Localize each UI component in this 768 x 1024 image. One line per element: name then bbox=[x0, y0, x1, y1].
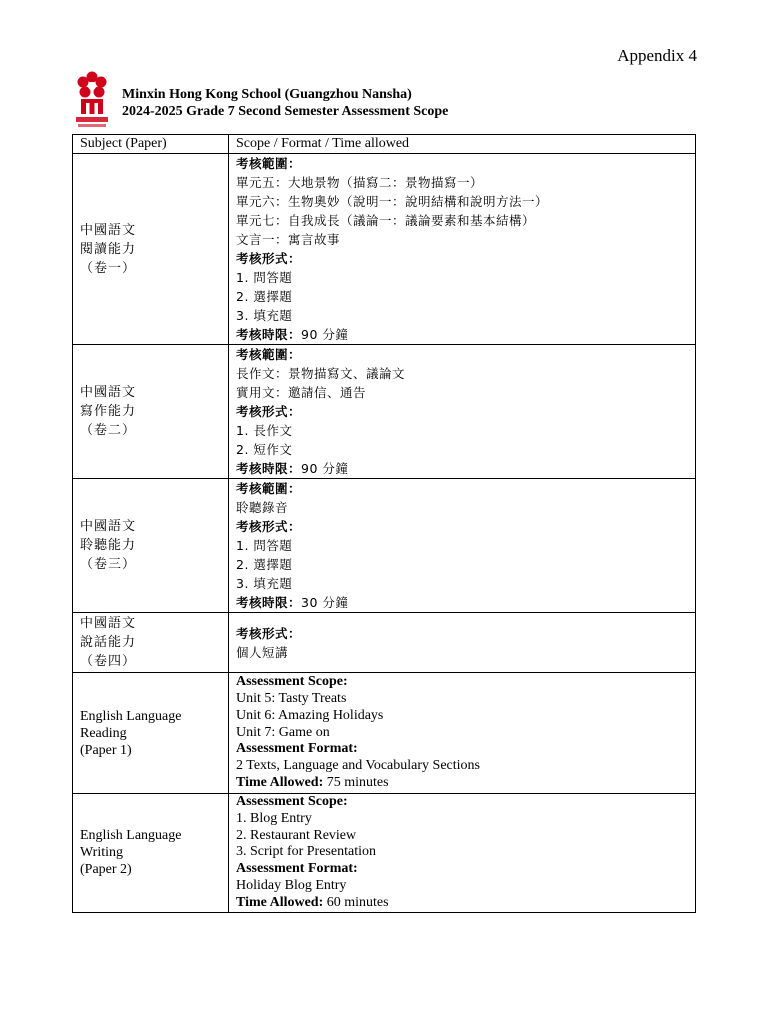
subject-line: （卷三） bbox=[80, 557, 137, 572]
subject-line: 中國語文 bbox=[80, 519, 137, 534]
subject-line: 中國語文 bbox=[80, 616, 137, 631]
table-row bbox=[73, 613, 696, 673]
time-line: 考核時限：30 分鐘 bbox=[236, 595, 349, 610]
subject-line: 中國語文 bbox=[80, 385, 137, 400]
table-row bbox=[73, 479, 696, 613]
scope-line: 1. 問答題 bbox=[236, 270, 293, 285]
scope-cell bbox=[229, 479, 696, 613]
scope-cell bbox=[229, 794, 696, 913]
scope-line: 3. 填充題 bbox=[236, 308, 293, 323]
subject-line: (Paper 1) bbox=[80, 742, 132, 758]
scope-line: 單元七：自我成長（議論一：議論要素和基本結構） bbox=[236, 213, 536, 228]
scope-cell bbox=[229, 154, 696, 345]
subject-line: 寫作能力 bbox=[80, 404, 137, 419]
scope-line: 長作文：景物描寫文、議論文 bbox=[236, 366, 406, 381]
time-line: 考核時限：90 分鐘 bbox=[236, 327, 349, 342]
subject-line: (Paper 2) bbox=[80, 862, 132, 878]
scope-line: 1. Blog Entry bbox=[236, 810, 312, 826]
subject-cell bbox=[73, 673, 229, 794]
header-scope: Scope / Format / Time allowed bbox=[229, 135, 696, 154]
scope-line: 2. 選擇題 bbox=[236, 557, 293, 572]
scope-line: 2. 短作文 bbox=[236, 442, 293, 457]
subject-line: 閱讀能力 bbox=[80, 241, 137, 257]
scope-cell bbox=[229, 673, 696, 794]
table-row bbox=[73, 794, 696, 913]
subject-line: English Language bbox=[80, 828, 182, 844]
table-row bbox=[73, 154, 696, 345]
header-subject: Subject (Paper) bbox=[73, 135, 229, 154]
scope-heading: 考核範圍： bbox=[236, 347, 302, 362]
subject-line: Reading bbox=[80, 725, 127, 741]
scope-line: 1. 長作文 bbox=[236, 423, 293, 438]
assessment-scope-table bbox=[72, 134, 696, 913]
subject-line: 說話能力 bbox=[80, 635, 137, 650]
scope-line: 聆聽錄音 bbox=[236, 500, 289, 515]
scope-line: Unit 6: Amazing Holidays bbox=[236, 707, 384, 723]
format-heading: Assessment Format: bbox=[236, 861, 358, 877]
scope-line: Unit 5: Tasty Treats bbox=[236, 691, 347, 706]
scope-line: 實用文：邀請信、通告 bbox=[236, 385, 367, 400]
scope-heading: Assessment Scope: bbox=[236, 794, 348, 809]
scope-line: 3. Script for Presentation bbox=[236, 844, 376, 860]
school-crest-icon bbox=[72, 68, 112, 130]
scope-cell bbox=[229, 613, 696, 673]
subject-cell bbox=[73, 613, 229, 673]
subject-cell bbox=[73, 479, 229, 613]
format-heading: Assessment Format: bbox=[236, 741, 358, 757]
table-row bbox=[73, 673, 696, 794]
school-name: Minxin Hong Kong School (Guangzhou Nansha) bbox=[122, 87, 412, 102]
time-line: Time Allowed: 60 minutes bbox=[236, 894, 389, 910]
time-line: 考核時限：90 分鐘 bbox=[236, 461, 349, 476]
scope-line: 文言一：寓言故事 bbox=[236, 232, 341, 247]
scope-line: 1. 問答題 bbox=[236, 538, 293, 553]
table-row bbox=[73, 345, 696, 479]
scope-line: 單元五：大地景物（描寫二：景物描寫一） bbox=[236, 175, 484, 190]
subject-line: 中國語文 bbox=[80, 222, 137, 238]
scope-line: Holiday Blog Entry bbox=[236, 877, 347, 893]
appendix-label: Appendix 4 bbox=[617, 46, 697, 65]
scope-line: 2 Texts, Language and Vocabulary Sections bbox=[236, 758, 480, 774]
time-line: Time Allowed: 75 minutes bbox=[236, 774, 389, 790]
subject-line: （卷二） bbox=[80, 423, 137, 438]
table-header-row bbox=[73, 135, 696, 154]
scope-line: 個人短講 bbox=[236, 644, 289, 660]
subject-line: 聆聽能力 bbox=[80, 538, 137, 553]
subject-line: English Language bbox=[80, 708, 182, 724]
scope-heading: 考核範圍： bbox=[236, 481, 302, 496]
format-heading: 考核形式： bbox=[236, 251, 302, 266]
scope-line: 2. 選擇題 bbox=[236, 289, 293, 304]
format-heading: 考核形式： bbox=[236, 404, 302, 419]
subject-cell bbox=[73, 345, 229, 479]
scope-line: 3. 填充題 bbox=[236, 576, 293, 591]
subject-line: （卷四） bbox=[80, 654, 137, 669]
scope-line: 考核範圍： bbox=[236, 156, 302, 171]
scope-line: 單元六：生物奧妙（說明一：說明結構和說明方法一） bbox=[236, 194, 549, 209]
scope-line: Unit 7: Game on bbox=[236, 724, 330, 740]
subject-line: Writing bbox=[80, 845, 123, 861]
format-heading: 考核形式： bbox=[236, 519, 302, 534]
assessment-title: 2024-2025 Grade 7 Second Semester Assessment Scope bbox=[122, 104, 449, 119]
school-title-block bbox=[122, 86, 448, 120]
subject-line: （卷一） bbox=[80, 260, 137, 276]
subject-cell bbox=[73, 154, 229, 345]
scope-line: 2. Restaurant Review bbox=[236, 827, 357, 843]
scope-cell bbox=[229, 345, 696, 479]
format-heading: 考核形式： bbox=[236, 625, 302, 641]
subject-cell bbox=[73, 794, 229, 913]
scope-heading: Assessment Scope: bbox=[236, 674, 348, 690]
